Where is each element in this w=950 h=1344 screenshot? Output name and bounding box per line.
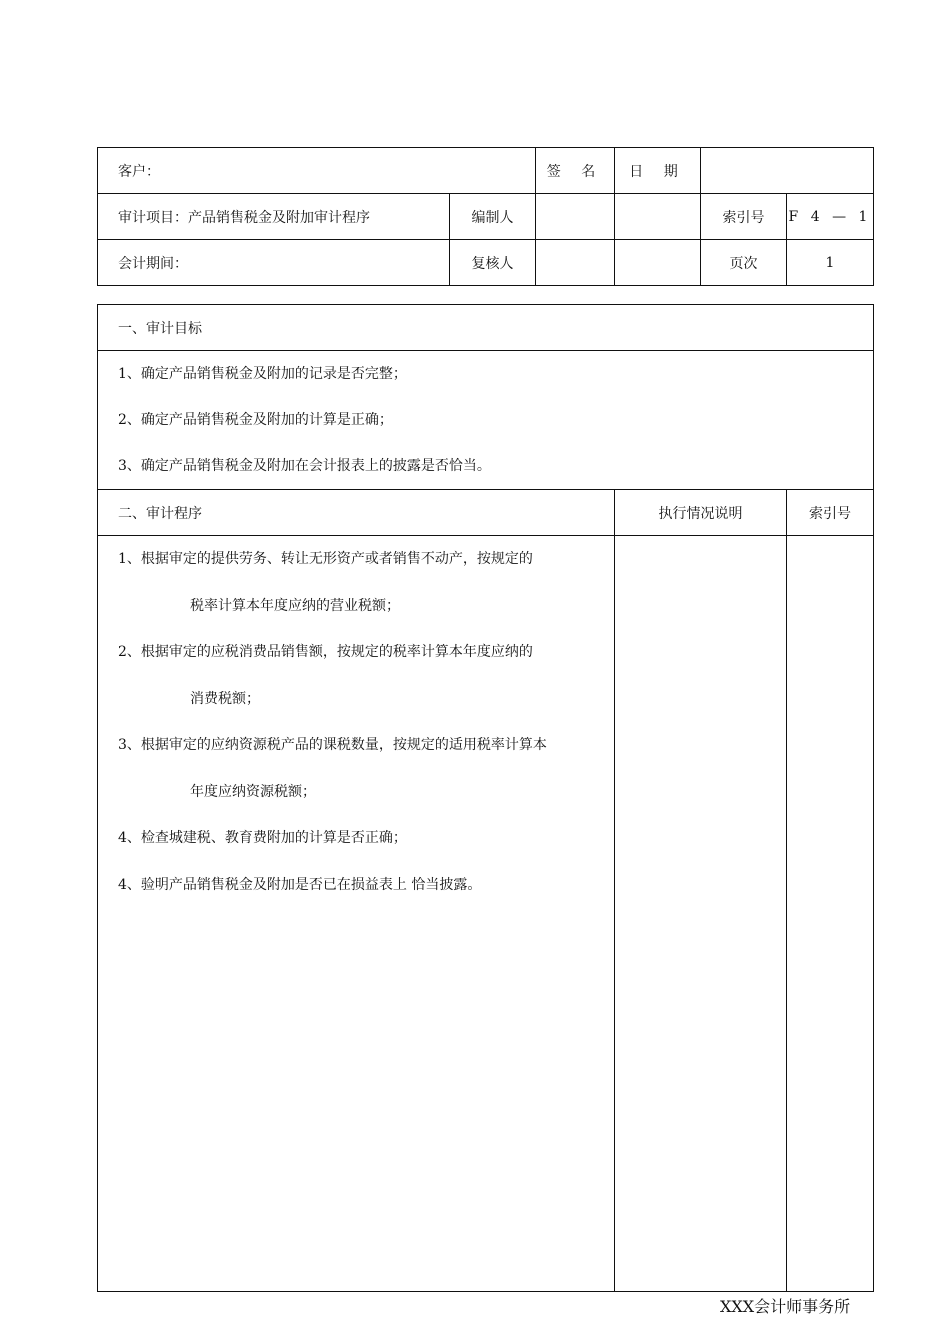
client-label: 客户： — [98, 148, 536, 194]
header-row-period — [98, 240, 874, 286]
execution-notes-cell[interactable] — [615, 536, 787, 1292]
header-blank-cell — [701, 148, 874, 194]
index-label: 索引号 — [701, 194, 787, 240]
period-label: 会计期间： — [98, 240, 450, 286]
preparer-date-cell[interactable] — [615, 194, 701, 240]
header-row-audit-item — [98, 194, 874, 240]
procedure-line-continued: 年度应纳资源税额； — [190, 783, 316, 800]
procedure-line: 2、根据审定的应税消费品销售额，按规定的税率计算本年度应纳的 — [118, 644, 533, 660]
reviewer-sign-cell[interactable] — [536, 240, 615, 286]
procedure-index-cell[interactable] — [787, 536, 874, 1292]
index-value: F 4 — 1 — [787, 194, 874, 240]
objective-item: 2、确定产品销售税金及附加的计算是正确； — [118, 412, 393, 428]
page-value: 1 — [787, 240, 874, 286]
header-row-client — [98, 148, 874, 194]
procedure-line: 4、验明产品销售税金及附加是否已在损益表上 恰当披露。 — [118, 876, 482, 893]
procedure-line-continued: 税率计算本年度应纳的营业税额； — [190, 597, 400, 614]
date-label: 日 期 — [615, 148, 701, 194]
objectives-body-row — [98, 351, 874, 490]
preparer-label: 编制人 — [450, 194, 536, 240]
reviewer-date-cell[interactable] — [615, 240, 701, 286]
reviewer-label: 复核人 — [450, 240, 536, 286]
procedures-title-row — [98, 490, 874, 536]
audit-item-label: 审计项目：产品销售税金及附加审计程序 — [98, 194, 450, 240]
page-label: 页次 — [701, 240, 787, 286]
procedure-line-continued: 消费税额； — [190, 690, 260, 707]
execution-column-header: 执行情况说明 — [615, 490, 787, 536]
objectives-list — [98, 351, 874, 490]
index-column-header: 索引号 — [787, 490, 874, 536]
objectives-title-row — [98, 305, 874, 351]
procedures-list — [98, 536, 615, 1292]
procedure-line: 4、检查城建税、教育费附加的计算是否正确； — [118, 830, 407, 846]
procedure-line: 1、根据审定的提供劳务、转让无形资产或者销售不动产，按规定的 — [118, 551, 533, 567]
preparer-sign-cell[interactable] — [536, 194, 615, 240]
header-table — [97, 147, 874, 286]
procedures-title: 二、审计程序 — [98, 490, 615, 536]
procedures-body-row — [98, 536, 874, 1292]
procedure-line: 3、根据审定的应纳资源税产品的课税数量，按规定的适用税率计算本 — [118, 737, 547, 753]
firm-name-footer: XXX会计师事务所 — [720, 1297, 851, 1316]
procedure-table — [97, 304, 874, 1292]
objective-item: 3、确定产品销售税金及附加在会计报表上的披露是否恰当。 — [118, 458, 491, 474]
objective-item: 1、确定产品销售税金及附加的记录是否完整； — [118, 366, 407, 382]
sign-label: 签 名 — [536, 148, 615, 194]
objectives-title: 一、审计目标 — [98, 305, 874, 351]
